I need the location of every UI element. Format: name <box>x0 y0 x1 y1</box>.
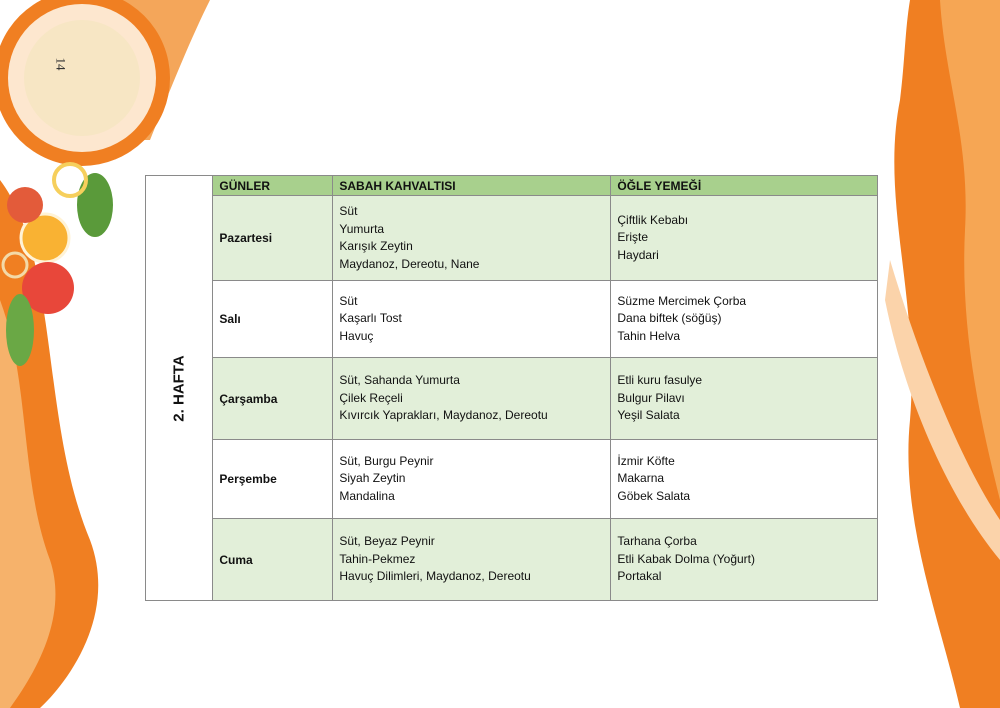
header-row <box>146 176 878 196</box>
breakfast-cell <box>333 358 611 440</box>
lunch-item: Portakal <box>617 569 662 584</box>
breakfast-item: Havuç <box>339 328 374 343</box>
lunch-item: İzmir Köfte <box>617 453 675 468</box>
table-row <box>146 196 878 281</box>
breakfast-cell <box>333 519 611 601</box>
breakfast-item: Süt <box>339 293 358 308</box>
day-cell: Perşembe <box>213 440 333 519</box>
breakfast-item: Yumurta <box>339 221 385 236</box>
tomato-small <box>7 187 43 223</box>
table-row <box>146 440 878 519</box>
lemon-ring <box>54 164 86 196</box>
day-cell: Cuma <box>213 519 333 601</box>
lunch-item: Bulgur Pilavı <box>617 390 685 405</box>
lunch-item: Tarhana Çorba <box>617 534 697 549</box>
breakfast-item: Kaşarlı Tost <box>339 311 402 326</box>
breakfast-item: Siyah Zeytin <box>339 471 406 486</box>
lunch-item: Çiftlik Kebabı <box>617 212 689 227</box>
green-leaf <box>77 173 113 237</box>
breakfast-cell <box>333 196 611 281</box>
lunch-cell <box>611 281 878 358</box>
header-days: GÜNLER <box>213 176 333 196</box>
breakfast-item: Havuç Dilimleri, Maydanoz, Dereotu <box>339 569 531 584</box>
breakfast-cell <box>333 440 611 519</box>
breakfast-item: Süt, Burgu Peynir <box>339 453 434 468</box>
breakfast-item: Mandalina <box>339 488 395 503</box>
lunch-cell <box>611 358 878 440</box>
breakfast-item: Süt, Beyaz Peynir <box>339 534 435 549</box>
day-cell: Salı <box>213 281 333 358</box>
header-lunch: ÖĞLE YEMEĞİ <box>611 176 878 196</box>
breakfast-cell <box>333 281 611 358</box>
day-cell: Pazartesi <box>213 196 333 281</box>
week-label: 2. HAFTA <box>170 354 188 422</box>
lunch-cell <box>611 196 878 281</box>
lunch-item: Dana biftek (söğüş) <box>617 311 722 326</box>
lunch-item: Yeşil Salata <box>617 408 680 423</box>
lunch-item: Etli Kabak Dolma (Yoğurt) <box>617 551 756 566</box>
meal-plan-table <box>145 175 878 601</box>
plate-inner <box>24 20 140 136</box>
table-row <box>146 519 878 601</box>
lunch-item: Erişte <box>617 230 649 245</box>
lunch-item: Göbek Salata <box>617 488 691 503</box>
green-leaf-2 <box>6 294 34 366</box>
breakfast-item: Kıvırcık Yaprakları, Maydanoz, Dereotu <box>339 408 548 423</box>
header-breakfast: SABAH KAHVALTISI <box>333 176 611 196</box>
table-row <box>146 358 878 440</box>
lunch-item: Tahin Helva <box>617 328 681 343</box>
lunch-item: Haydari <box>617 247 659 262</box>
lunch-cell <box>611 440 878 519</box>
lunch-item: Makarna <box>617 471 665 486</box>
day-cell: Çarşamba <box>213 358 333 440</box>
week-cell <box>146 176 213 601</box>
breakfast-item: Çilek Reçeli <box>339 390 403 405</box>
lunch-cell <box>611 519 878 601</box>
breakfast-item: Süt <box>339 204 358 218</box>
breakfast-item: Maydanoz, Dereotu, Nane <box>339 256 480 271</box>
breakfast-item: Süt, Sahanda Yumurta <box>339 373 460 388</box>
page-number: 14 <box>53 57 69 71</box>
lunch-item: Etli kuru fasulye <box>617 373 703 388</box>
table-row <box>146 281 878 358</box>
breakfast-item: Tahin-Pekmez <box>339 551 416 566</box>
lunch-item: Süzme Mercimek Çorba <box>617 293 747 308</box>
breakfast-item: Karışık Zeytin <box>339 239 413 253</box>
